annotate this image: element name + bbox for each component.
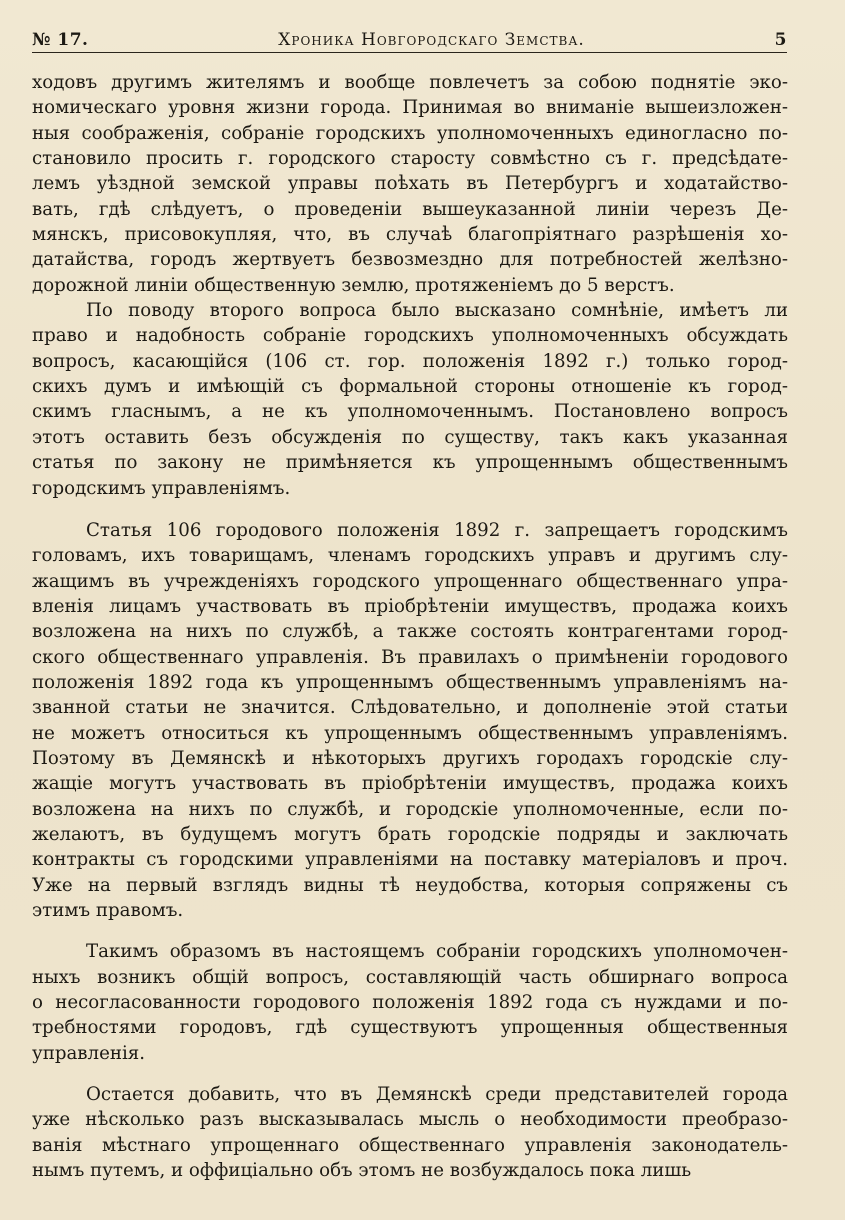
- journal-title: Хроника Новгородскаго Земства.: [278, 30, 585, 50]
- paragraph: [32, 518, 788, 924]
- text-line: вать, гдѣ слѣдуетъ, о проведеніи вышеуказанной линіи черезъ Де-: [32, 198, 788, 220]
- text-line: о несогласованности городового положенія 1892 года съ нуждами и по-: [32, 992, 788, 1014]
- text-line: возложена на нихъ по службѣ, а также состоять контрагентами город-: [32, 621, 788, 643]
- text-line: жащіе могутъ участвовать въ пріобрѣтеніи имуществъ, продажа коихъ: [32, 773, 788, 795]
- text-line: дорожной линіи общественную землю, протяженіемъ до 5 верстъ.: [32, 274, 675, 296]
- text-line: ходовъ другимъ жителямъ и вообще повлечетъ за собою поднятіе эко-: [32, 72, 788, 93]
- text-line: вленія лицамъ участвовать въ пріобрѣтеніи имуществъ, продажа коихъ: [32, 595, 788, 617]
- text-line: Такимъ образомъ въ настоящемъ собраніи городскихъ уполномочен-: [86, 941, 788, 963]
- page-number: 5: [774, 30, 787, 50]
- text-line: скимъ гласнымъ, а не къ уполномоченнымъ. Постановлено вопросъ: [32, 401, 788, 423]
- text-line: ныхъ возникъ общій вопросъ, составляющій часть обширнаго вопроса: [32, 966, 788, 988]
- text-line: контракты съ городскими управленіями на поставку матеріаловъ и проч.: [32, 849, 788, 871]
- text-line: По поводу второго вопроса было высказано сомнѣніе, имѣетъ ли: [86, 300, 788, 322]
- text-line: статья по закону не примѣняется къ упрощеннымъ общественнымъ: [32, 452, 788, 474]
- text-line: нымъ путемъ, и оффиціально объ этомъ не возбуждалось пока лишь: [32, 1160, 692, 1182]
- paragraph: [32, 1082, 788, 1183]
- text-line: становило просить г. городского старосту совмѣстно съ г. предсѣдате-: [32, 148, 788, 170]
- text-line: требностями городовъ, гдѣ существуютъ упрощенныя общественныя: [32, 1017, 788, 1039]
- paragraph-gap: [32, 923, 788, 939]
- text-line: датайства, городъ жертвуетъ безвозмездно для потребностей желѣзно-: [32, 249, 788, 271]
- text-line: желаютъ, въ будущемъ могутъ брать городскіе подряды и заключать: [32, 823, 788, 845]
- paragraph: [32, 939, 788, 1066]
- text-line: ского общественнаго управленія. Въ правилахъ о примѣненіи городового: [32, 646, 788, 668]
- text-line: управленія.: [32, 1042, 146, 1064]
- text-line: ванія мѣстнаго упрощеннаго общественнаго управленія законодатель-: [32, 1134, 788, 1156]
- text-line: право и надобность собраніе городскихъ уполномоченныхъ обсуждать: [32, 325, 788, 347]
- text-line: головамъ, ихъ товарищамъ, членамъ городскихъ управъ и другимъ слу-: [32, 545, 788, 567]
- text-line: этотъ оставить безъ обсужденія по существу, такъ какъ указанная: [32, 426, 788, 448]
- paragraph: [32, 70, 788, 298]
- text-line: вопросъ, касающійся (106 ст. гор. положенія 1892 г.) только город-: [32, 350, 788, 372]
- body-text: [32, 70, 788, 1183]
- text-line: мянскъ, присовокупляя, что, въ случаѣ благопріятнаго разрѣшенія хо-: [32, 224, 788, 246]
- paragraph: [32, 298, 788, 501]
- text-line: ныя соображенія, собраніе городскихъ уполномоченныхъ единогласно по-: [32, 122, 788, 144]
- text-line: городскимъ управленіямъ.: [32, 477, 291, 499]
- text-line: возложена на нихъ по службѣ, и городскіе уполномоченные, если по-: [32, 798, 788, 820]
- text-line: жащимъ въ учрежденіяхъ городского упрощеннаго общественнаго упра-: [32, 570, 788, 592]
- running-header: [32, 20, 787, 50]
- text-line: Остается добавить, что въ Демянскѣ среди представителей города: [86, 1084, 788, 1106]
- text-line: скихъ думъ и имѣющій съ формальной стороны отношеніе къ город-: [32, 376, 788, 398]
- paragraph-gap: [32, 501, 788, 518]
- text-line: лемъ уѣздной земской управы поѣхать въ Петербургъ и ходатайство-: [32, 173, 788, 195]
- text-line: Статья 106 городового положенія 1892 г. запрещаетъ городскимъ: [86, 519, 788, 541]
- paragraph-gap: [32, 1066, 788, 1082]
- issue-number: № 17.: [32, 30, 89, 50]
- text-line: уже нѣсколько разъ высказывалась мысль о необходимости преобразо-: [32, 1109, 788, 1131]
- header-rule: [32, 52, 787, 53]
- text-line: званной статьи не значится. Слѣдовательно, и дополненіе этой статьи: [32, 697, 788, 719]
- text-line: положенія 1892 года къ упрощеннымъ общественнымъ управленіямъ на-: [32, 671, 788, 693]
- text-line: не можетъ относиться къ упрощеннымъ общественнымъ управленіямъ.: [32, 722, 788, 744]
- text-line: этимъ правомъ.: [32, 900, 184, 921]
- text-line: номическаго уровня жизни города. Принимая во вниманіе вышеизложен-: [32, 97, 788, 119]
- text-line: Уже на первый взглядъ видны тѣ неудобства, которыя сопряжены съ: [32, 874, 788, 896]
- text-line: Поэтому въ Демянскѣ и нѣкоторыхъ другихъ городахъ городскіе слу-: [32, 747, 788, 769]
